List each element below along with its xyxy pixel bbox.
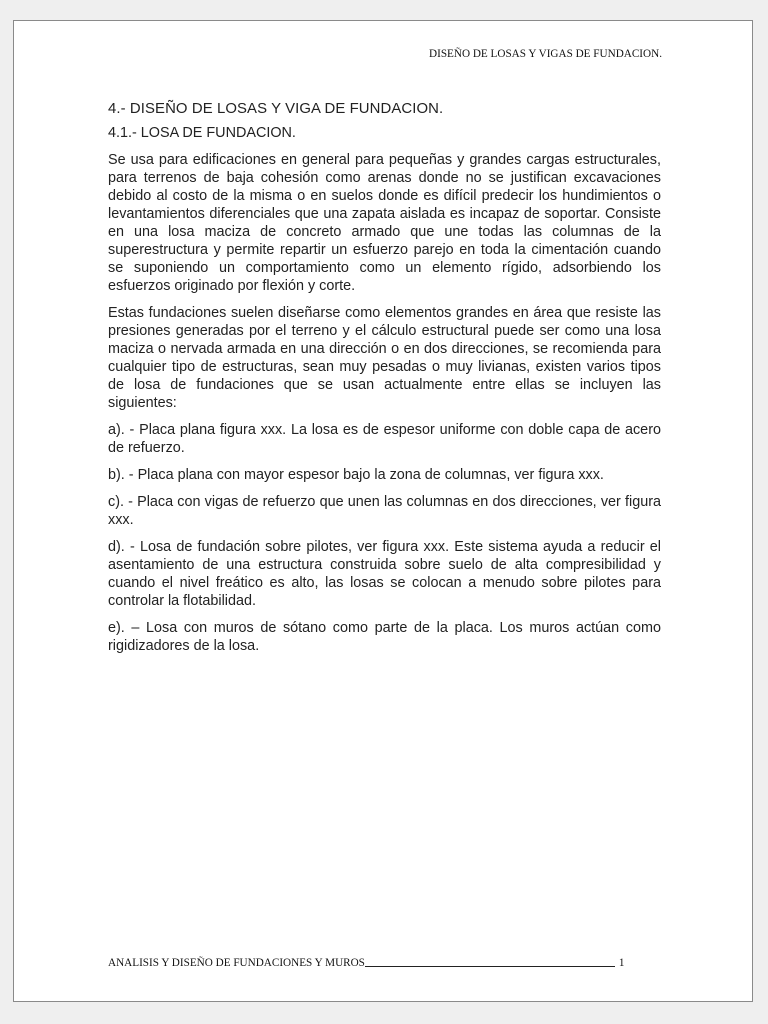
page-number: 1	[618, 957, 625, 969]
page-footer	[108, 955, 658, 969]
footer-rule	[365, 955, 615, 967]
paragraph-types: Estas fundaciones suelen diseñarse como elementos grandes en área que resiste las presiones generadas por el terreno y el cálculo estructural puede ser como una losa maciza o nervada armada en una dirección o en dos direcciones, se recomienda para cualquier tipo de estructuras, sean muy pesadas o muy livianas, existen varios tipos de losa de fundaciones que se usan actualmente entre ellas se incluyen las siguientes:	[108, 305, 661, 411]
document-page	[13, 20, 753, 1002]
document-body	[108, 100, 661, 664]
paragraph-intro: Se usa para edificaciones en general para pequeñas y grandes cargas estructurales, para terrenos de baja cohesión como arenas donde no se justifican excavaciones debido al costo de la misma o en suelos donde es difícil predecir los hundimientos o levantamientos diferenciales que una zapata aislada es incapaz de soportar. Consiste en una losa maciza de concreto armado que une todas las columnas de la superestructura y permite repartir un esfuerzo parejo en toda la cimentación cuando se suponiendo un comportamiento como un elemento rígido, adsorbiendo los esfuerzos originado por flexión y corte.	[108, 152, 661, 294]
list-item-e: e). – Losa con muros de sótano como parte de la placa. Los muros actúan como rigidizadores de la losa.	[108, 620, 661, 654]
list-item-b: b). - Placa plana con mayor espesor bajo la zona de columnas, ver figura xxx.	[108, 467, 604, 483]
list-item-a: a). - Placa plana figura xxx. La losa es de espesor uniforme con doble capa de acero de refuerzo.	[108, 422, 661, 456]
running-header: DISEÑO DE LOSAS Y VIGAS DE FUNDACION.	[429, 48, 662, 60]
footer-title: ANALISIS Y DISEÑO DE FUNDACIONES Y MUROS	[108, 957, 365, 969]
list-item-c: c). - Placa con vigas de refuerzo que unen las columnas en dos direcciones, ver figura xxx.	[108, 494, 661, 528]
list-item-d: d). - Losa de fundación sobre pilotes, ver figura xxx. Este sistema ayuda a reducir el asentamiento de una estructura construida sobre suelo de alta compresibilidad y cuando el nivel freático es alto, las losas se colocan a menudo sobre pilotes para controlar la flotabilidad.	[108, 539, 661, 609]
subsection-heading: 4.1.- LOSA DE FUNDACION.	[108, 125, 296, 141]
section-heading: 4.- DISEÑO DE LOSAS Y VIGA DE FUNDACION.	[108, 101, 444, 117]
